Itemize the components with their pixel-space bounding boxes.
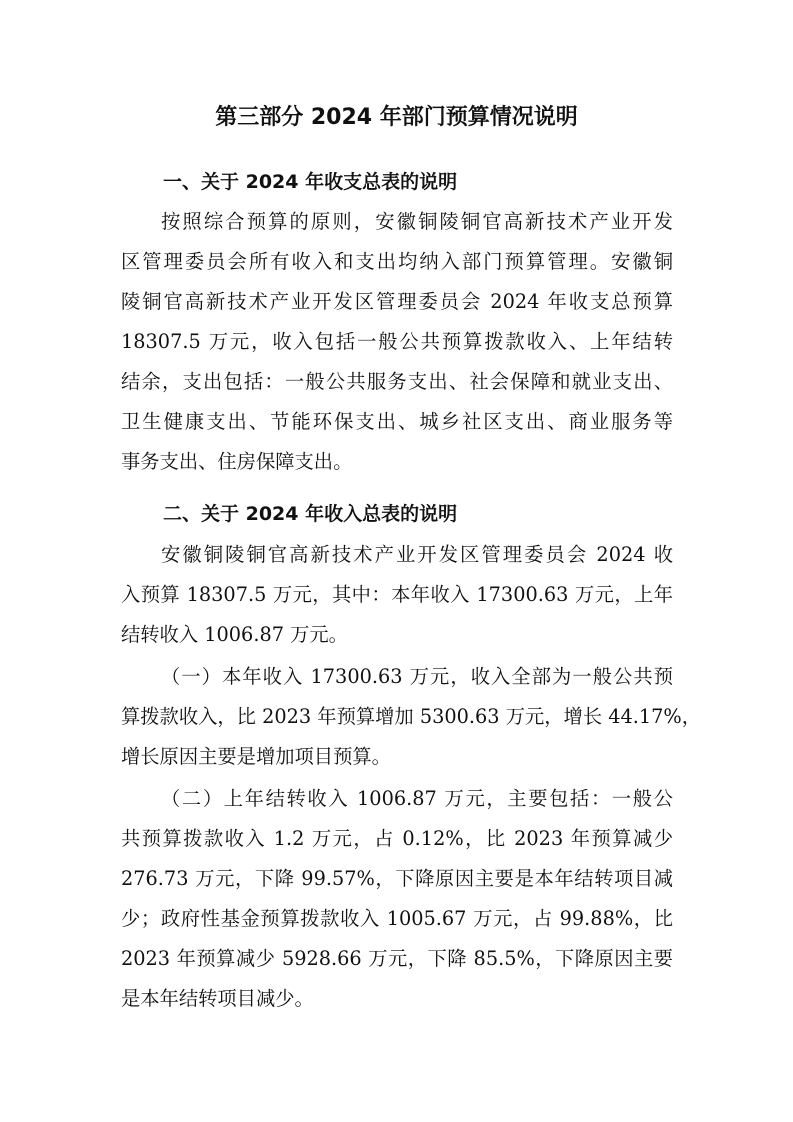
text-line: 卫生健康支出、节能环保支出、城乡社区支出、商业服务等	[121, 410, 673, 433]
text-line: 按照综合预算的原则，安徽铜陵铜官高新技术产业开发	[161, 210, 673, 233]
text-line: 是本年结转项目减少。	[121, 987, 314, 1010]
text-line: 共预算拨款收入 1.2 万元，占 0.12%，比 2023 年预算减少	[121, 827, 673, 850]
text-line: 276.73 万元，下降 99.57%，下降原因主要是本年结转项目减	[121, 867, 673, 890]
section-2-paragraph-3	[121, 779, 673, 1019]
text-line: 少；政府性基金预算拨款收入 1005.67 万元，占 99.88%，比	[121, 907, 673, 930]
section-2-heading: 二、关于 2024 年收入总表的说明	[163, 503, 458, 525]
text-line: 结转收入 1006.87 万元。	[121, 623, 348, 646]
text-line: 18307.5 万元，收入包括一般公共预算拨款收入、上年结转	[121, 330, 673, 353]
text-line: 增长原因主要是增加项目预算。	[121, 745, 391, 768]
section-2-paragraph-2	[121, 657, 702, 777]
text-line: 事务支出、住房保障支出。	[121, 450, 353, 473]
section-1-paragraph	[121, 202, 673, 482]
text-line: （二）上年结转收入 1006.87 万元，主要包括：一般公	[161, 787, 673, 810]
text-line: 2023 年预算减少 5928.66 万元，下降 85.5%，下降原因主要	[121, 947, 673, 970]
text-line: 算拨款收入，比 2023 年预算增加 5300.63 万元，增长 44.17%，	[121, 705, 702, 728]
text-line: （一）本年收入 17300.63 万元，收入全部为一般公共预	[161, 665, 673, 688]
section-2-paragraph-1	[121, 535, 673, 655]
text-line: 入预算 18307.5 万元，其中：本年收入 17300.63 万元，上年	[121, 583, 673, 606]
text-line: 结余，支出包括：一般公共服务支出、社会保障和就业支出、	[121, 370, 673, 393]
text-line: 陵铜官高新技术产业开发区管理委员会 2024 年收支总预算	[121, 290, 673, 313]
section-1-heading: 一、关于 2024 年收支总表的说明	[163, 171, 458, 193]
page-title: 第三部分 2024 年部门预算情况说明	[215, 105, 578, 130]
text-line: 安徽铜陵铜官高新技术产业开发区管理委员会 2024 收	[161, 543, 673, 566]
text-line: 区管理委员会所有收入和支出均纳入部门预算管理。安徽铜	[121, 250, 673, 273]
